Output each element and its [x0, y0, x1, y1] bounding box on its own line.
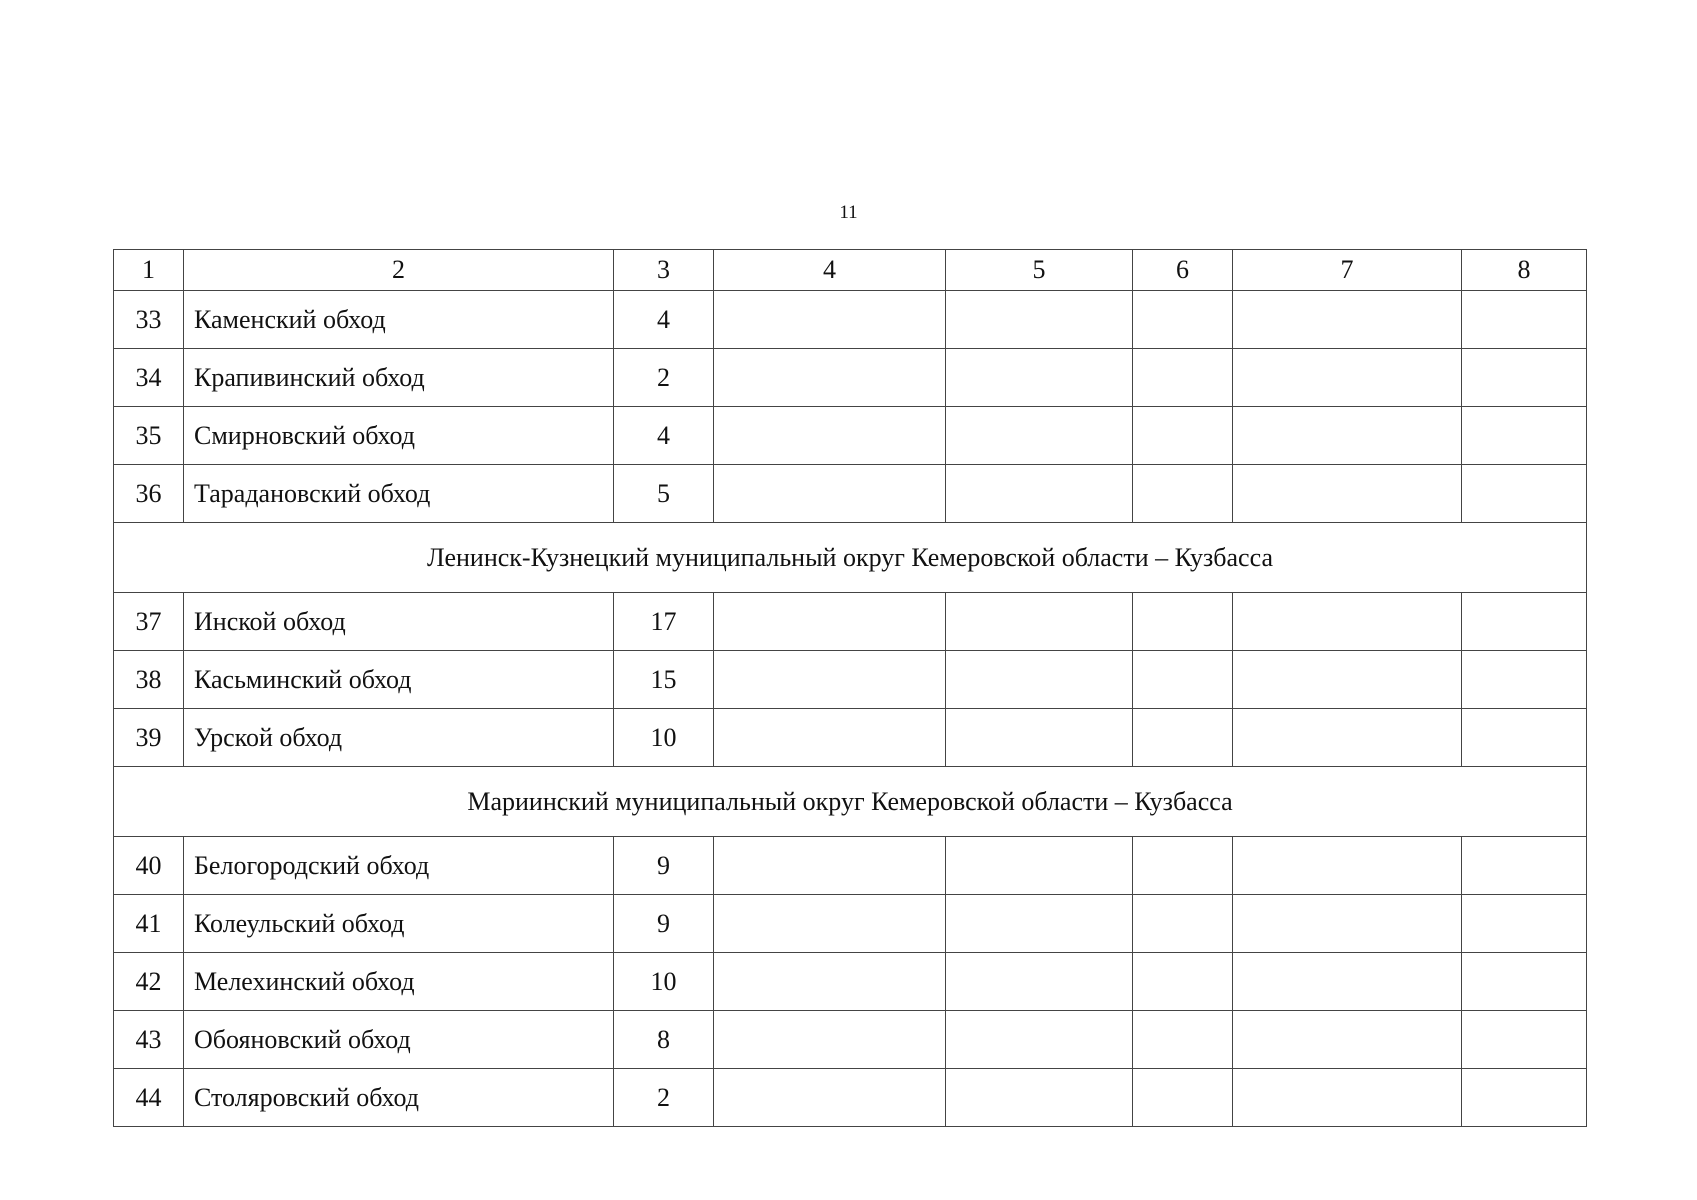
row-number: 34	[114, 349, 184, 407]
row-number: 44	[114, 1069, 184, 1127]
empty-cell	[714, 465, 946, 523]
table-row	[114, 291, 1587, 349]
section-header-row	[114, 523, 1587, 593]
quantity-value: 17	[614, 593, 714, 651]
table-row	[114, 709, 1587, 767]
empty-cell	[1233, 465, 1462, 523]
quantity-value: 8	[614, 1011, 714, 1069]
row-number: 37	[114, 593, 184, 651]
empty-cell	[1462, 953, 1587, 1011]
district-name: Касьминский обход	[184, 651, 614, 709]
column-header: 8	[1462, 250, 1587, 291]
empty-cell	[1233, 953, 1462, 1011]
empty-cell	[1233, 837, 1462, 895]
empty-cell	[1133, 1069, 1233, 1127]
column-header: 1	[114, 250, 184, 291]
empty-cell	[1133, 953, 1233, 1011]
column-header: 2	[184, 250, 614, 291]
empty-cell	[1133, 593, 1233, 651]
empty-cell	[1462, 837, 1587, 895]
column-number-row	[114, 250, 1587, 291]
empty-cell	[714, 709, 946, 767]
empty-cell	[946, 651, 1133, 709]
district-name: Каменский обход	[184, 291, 614, 349]
district-name: Крапивинский обход	[184, 349, 614, 407]
empty-cell	[946, 895, 1133, 953]
empty-cell	[1462, 895, 1587, 953]
empty-cell	[1133, 651, 1233, 709]
empty-cell	[946, 709, 1133, 767]
empty-cell	[714, 349, 946, 407]
district-name: Мелехинский обход	[184, 953, 614, 1011]
empty-cell	[714, 593, 946, 651]
empty-cell	[1133, 837, 1233, 895]
forestry-table	[113, 249, 1587, 1127]
empty-cell	[1133, 291, 1233, 349]
section-header-row	[114, 767, 1587, 837]
empty-cell	[1462, 291, 1587, 349]
empty-cell	[714, 407, 946, 465]
column-header: 4	[714, 250, 946, 291]
empty-cell	[1233, 895, 1462, 953]
district-name: Столяровский обход	[184, 1069, 614, 1127]
district-name: Белогородский обход	[184, 837, 614, 895]
empty-cell	[1233, 651, 1462, 709]
quantity-value: 5	[614, 465, 714, 523]
table-row	[114, 651, 1587, 709]
empty-cell	[1462, 651, 1587, 709]
empty-cell	[714, 953, 946, 1011]
row-number: 35	[114, 407, 184, 465]
quantity-value: 2	[614, 349, 714, 407]
row-number: 43	[114, 1011, 184, 1069]
district-name: Смирновский обход	[184, 407, 614, 465]
empty-cell	[1233, 709, 1462, 767]
district-name: Тарадановский обход	[184, 465, 614, 523]
empty-cell	[946, 407, 1133, 465]
empty-cell	[1133, 407, 1233, 465]
row-number: 39	[114, 709, 184, 767]
row-number: 33	[114, 291, 184, 349]
empty-cell	[1462, 709, 1587, 767]
quantity-value: 4	[614, 407, 714, 465]
table-row	[114, 895, 1587, 953]
row-number: 42	[114, 953, 184, 1011]
empty-cell	[1462, 1011, 1587, 1069]
column-header: 5	[946, 250, 1133, 291]
district-name: Урской обход	[184, 709, 614, 767]
empty-cell	[1462, 349, 1587, 407]
empty-cell	[1133, 709, 1233, 767]
table-row	[114, 407, 1587, 465]
quantity-value: 9	[614, 837, 714, 895]
empty-cell	[714, 1011, 946, 1069]
empty-cell	[946, 349, 1133, 407]
empty-cell	[946, 1069, 1133, 1127]
quantity-value: 15	[614, 651, 714, 709]
empty-cell	[946, 593, 1133, 651]
empty-cell	[1233, 407, 1462, 465]
row-number: 36	[114, 465, 184, 523]
column-header: 6	[1133, 250, 1233, 291]
table-row	[114, 1011, 1587, 1069]
row-number: 38	[114, 651, 184, 709]
quantity-value: 10	[614, 709, 714, 767]
empty-cell	[1462, 465, 1587, 523]
empty-cell	[714, 837, 946, 895]
empty-cell	[714, 291, 946, 349]
empty-cell	[1462, 407, 1587, 465]
empty-cell	[946, 953, 1133, 1011]
empty-cell	[1233, 1069, 1462, 1127]
empty-cell	[946, 1011, 1133, 1069]
empty-cell	[714, 1069, 946, 1127]
empty-cell	[1133, 465, 1233, 523]
table-row	[114, 349, 1587, 407]
page-number: 11	[839, 202, 858, 223]
quantity-value: 9	[614, 895, 714, 953]
district-name: Инской обход	[184, 593, 614, 651]
table-row	[114, 465, 1587, 523]
empty-cell	[1233, 291, 1462, 349]
row-number: 41	[114, 895, 184, 953]
empty-cell	[714, 651, 946, 709]
empty-cell	[946, 465, 1133, 523]
row-number: 40	[114, 837, 184, 895]
table-row	[114, 953, 1587, 1011]
empty-cell	[1133, 1011, 1233, 1069]
column-header: 7	[1233, 250, 1462, 291]
empty-cell	[714, 895, 946, 953]
empty-cell	[1133, 895, 1233, 953]
district-name: Колеульский обход	[184, 895, 614, 953]
table-row	[114, 837, 1587, 895]
empty-cell	[1233, 349, 1462, 407]
table-row	[114, 593, 1587, 651]
quantity-value: 4	[614, 291, 714, 349]
empty-cell	[946, 837, 1133, 895]
section-title: Ленинск-Кузнецкий муниципальный округ Кемеровской области – Кузбасса	[114, 523, 1587, 593]
district-name: Обояновский обход	[184, 1011, 614, 1069]
empty-cell	[1462, 1069, 1587, 1127]
empty-cell	[1233, 1011, 1462, 1069]
quantity-value: 10	[614, 953, 714, 1011]
empty-cell	[1233, 593, 1462, 651]
empty-cell	[946, 291, 1133, 349]
section-title: Мариинский муниципальный округ Кемеровской области – Кузбасса	[114, 767, 1587, 837]
quantity-value: 2	[614, 1069, 714, 1127]
table-row	[114, 1069, 1587, 1127]
empty-cell	[1462, 593, 1587, 651]
column-header: 3	[614, 250, 714, 291]
empty-cell	[1133, 349, 1233, 407]
